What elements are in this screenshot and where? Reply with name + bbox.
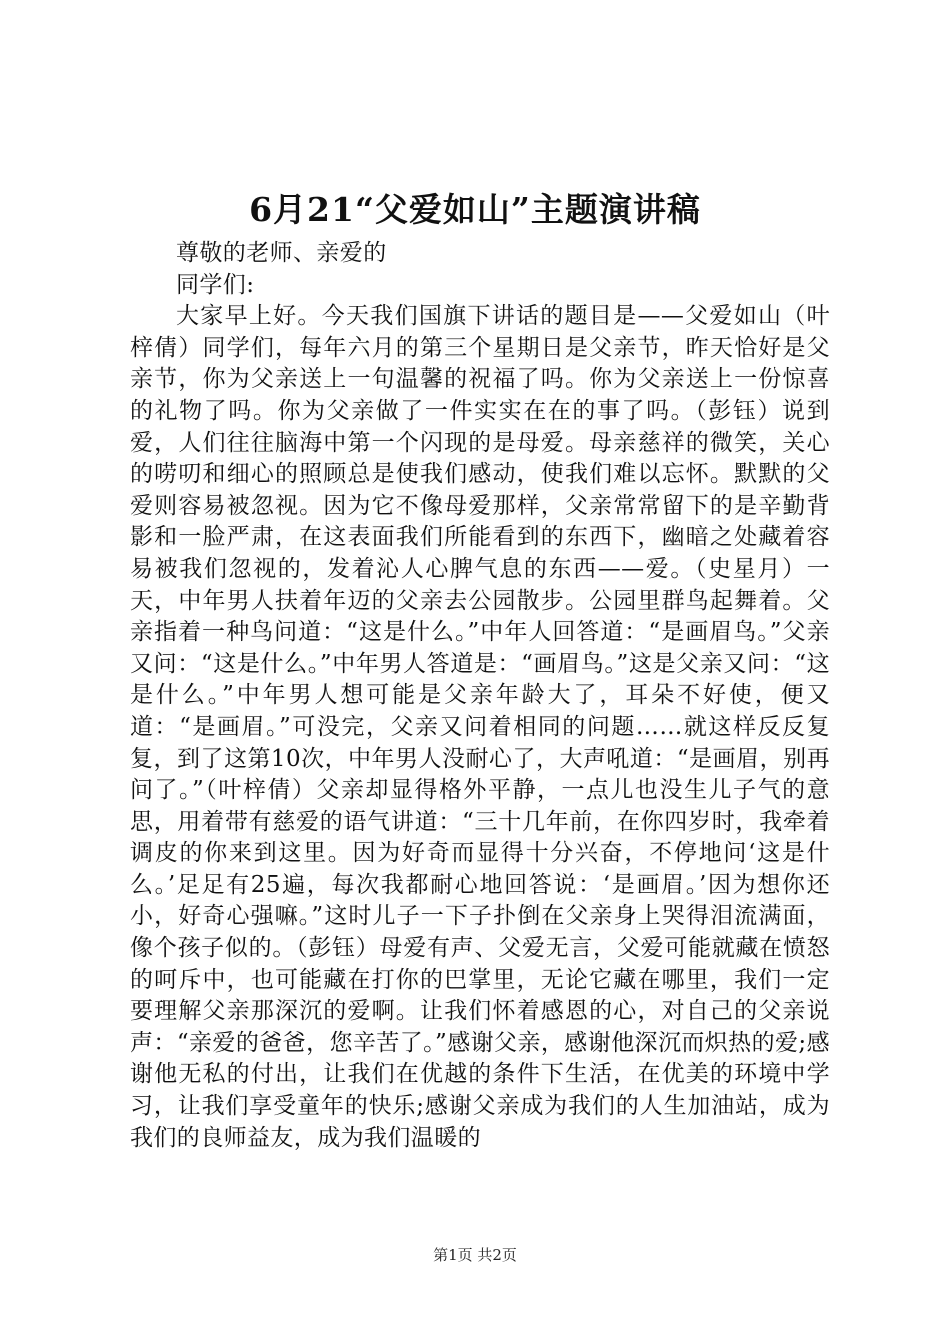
salutation-line-2: 同学们: <box>176 271 255 298</box>
page-footer: 第1页 共2页 <box>433 1246 517 1264</box>
salutation-line-1: 尊敬的老师、亲爱的 <box>176 240 387 266</box>
document-title: 6月21“父爱如山”主题演讲稿 <box>249 190 701 229</box>
body-paragraph: 大家早上好。今天我们国旗下讲话的题目是——父爱如山（叶梓倩）同学们，每年六月的第三个星期日是父亲节，昨天恰好是父亲节，你为父亲送上一句温馨的祝福了吗。你为父亲送上一份惊喜的礼物了吗。你为父亲做了一件实实在在的事了吗。（彭钰）说到爱，人们往往脑海中第一个闪现的是母爱。母亲慈祥的微笑，关心的唠叨和细心的照顾总是使我们感动，使我们难以忘怀。默默的父爱则容易被忽视。因为它不像母爱那样，父亲常常留下的是辛勤背影和一脸严肃，在这表面我们所能看到的东西下，幽暗之处藏着容易被我们忽视的，发着沁人心脾气息的东西——爱。（史星月）一天，中年男人扶着年迈的父亲去公园散步。公园里群鸟起舞着。父亲指着一种鸟问道：“这是什么。”中年人回答道：“是画眉鸟。”父亲又问：“这是什么。”中年男人答道是：“画眉鸟。”这是父亲又问：“这是什么。”中年男人想可能是父亲年龄大了，耳朵不好使，便又道：“是画眉。”可没完，父亲又问着相同的问题……就这样反反复复，到了这第10次，中年男人没耐心了，大声吼道：“是画眉，别再问了。”（叶梓倩）父亲却显得格外平静，一点儿也没生儿子气的意思，用着带有慈爱的语气讲道：“三十几年前，在你四岁时，我牵着调皮的你来到这里。因为好奇而显得十分兴奋，不停地问‘这是什么。’足足有25遍，每次我都耐心地回答说：‘是画眉。’因为想你还小，好奇心强嘛。”这时儿子一下子扑倒在父亲身上哭得泪流满面，像个孩子似的。（彭钰）母爱有声、父爱无言，父爱可能就藏在愤怒的呵斥中，也可能藏在打你的巴掌里，无论它藏在哪里，我们一定要理解父亲那深沉的爱啊。让我们怀着感恩的心，对自己的父亲说声：“亲爱的爸爸，您辛苦了。”感谢父亲，感谢他深沉而炽热的爱;感谢他无私的付出，让我们在优越的条件下生活，在优美的环境中学习，让我们享受童年的快乐;感谢父亲成为我们的人生加油站，成为我们的良师益友，成为我们温暖的 <box>130 303 830 1151</box>
document-body <box>130 238 830 1154</box>
